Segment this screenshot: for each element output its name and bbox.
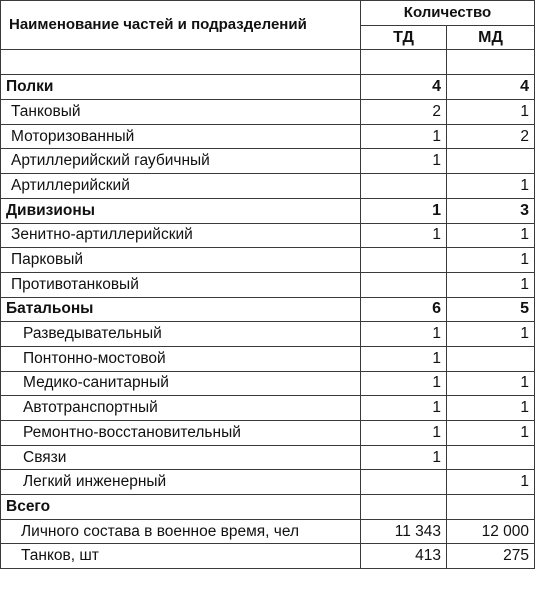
- row-md-cell[interactable]: 1: [447, 174, 535, 199]
- row-name-cell[interactable]: Медико-санитарный: [1, 371, 361, 396]
- table-row: [1, 445, 535, 470]
- row-md-cell[interactable]: 1: [447, 421, 535, 446]
- row-name-cell[interactable]: Автотранспортный: [1, 396, 361, 421]
- row-td-cell[interactable]: [361, 470, 447, 495]
- table-row: [1, 198, 535, 223]
- row-md-cell[interactable]: 1: [447, 272, 535, 297]
- row-name-cell[interactable]: Всего: [1, 495, 361, 520]
- empty-row: [1, 50, 535, 75]
- row-td-cell[interactable]: 1: [361, 149, 447, 174]
- row-md-cell[interactable]: 1: [447, 470, 535, 495]
- row-td-cell[interactable]: 413: [361, 544, 447, 569]
- row-name-cell[interactable]: Понтонно-мостовой: [1, 346, 361, 371]
- row-name-cell[interactable]: Ремонтно-восстановительный: [1, 421, 361, 446]
- table-row: [1, 470, 535, 495]
- row-name-cell[interactable]: Танков, шт: [1, 544, 361, 569]
- row-name-cell[interactable]: Разведывательный: [1, 322, 361, 347]
- row-td-cell[interactable]: 1: [361, 421, 447, 446]
- row-name-cell[interactable]: Парковый: [1, 248, 361, 273]
- table-row: [1, 149, 535, 174]
- row-md-cell[interactable]: [447, 149, 535, 174]
- table-row: [1, 100, 535, 125]
- empty-cell[interactable]: [361, 50, 447, 75]
- row-md-cell[interactable]: 1: [447, 396, 535, 421]
- table-row: [1, 346, 535, 371]
- row-md-cell[interactable]: 1: [447, 248, 535, 273]
- row-td-cell[interactable]: [361, 272, 447, 297]
- row-td-cell[interactable]: [361, 495, 447, 520]
- table-row: [1, 272, 535, 297]
- row-md-cell[interactable]: 1: [447, 371, 535, 396]
- row-td-cell[interactable]: 2: [361, 100, 447, 125]
- row-td-cell[interactable]: 1: [361, 223, 447, 248]
- row-td-cell[interactable]: 1: [361, 198, 447, 223]
- row-td-cell[interactable]: 1: [361, 445, 447, 470]
- row-md-cell[interactable]: 2: [447, 124, 535, 149]
- table-row: [1, 544, 535, 569]
- header-row-top: [1, 1, 535, 26]
- row-name-cell[interactable]: Артиллерийский гаубичный: [1, 149, 361, 174]
- row-name-cell[interactable]: Моторизованный: [1, 124, 361, 149]
- empty-cell[interactable]: [447, 50, 535, 75]
- row-name-cell[interactable]: Дивизионы: [1, 198, 361, 223]
- row-md-cell[interactable]: [447, 346, 535, 371]
- row-td-cell[interactable]: [361, 248, 447, 273]
- row-td-cell[interactable]: 11 343: [361, 519, 447, 544]
- table-row: [1, 322, 535, 347]
- row-md-cell[interactable]: 1: [447, 223, 535, 248]
- row-md-cell[interactable]: 4: [447, 75, 535, 100]
- row-name-cell[interactable]: Личного состава в военное время, чел: [1, 519, 361, 544]
- row-md-cell[interactable]: 275: [447, 544, 535, 569]
- row-td-cell[interactable]: 4: [361, 75, 447, 100]
- row-name-cell[interactable]: Полки: [1, 75, 361, 100]
- empty-cell[interactable]: [1, 50, 361, 75]
- row-name-cell[interactable]: Батальоны: [1, 297, 361, 322]
- row-td-cell[interactable]: 6: [361, 297, 447, 322]
- row-name-cell[interactable]: Связи: [1, 445, 361, 470]
- row-td-cell[interactable]: [361, 174, 447, 199]
- table-row: [1, 396, 535, 421]
- table-row: [1, 519, 535, 544]
- row-md-cell[interactable]: 5: [447, 297, 535, 322]
- row-name-cell[interactable]: Танковый: [1, 100, 361, 125]
- table-row: [1, 174, 535, 199]
- row-td-cell[interactable]: 1: [361, 346, 447, 371]
- row-name-cell[interactable]: Артиллерийский: [1, 174, 361, 199]
- table-row: [1, 75, 535, 100]
- row-md-cell[interactable]: 1: [447, 100, 535, 125]
- row-td-cell[interactable]: 1: [361, 371, 447, 396]
- row-md-cell[interactable]: [447, 445, 535, 470]
- row-td-cell[interactable]: 1: [361, 124, 447, 149]
- row-md-cell[interactable]: 12 000: [447, 519, 535, 544]
- table-row: [1, 297, 535, 322]
- row-name-cell[interactable]: Противотанковый: [1, 272, 361, 297]
- row-md-cell[interactable]: [447, 495, 535, 520]
- row-name-cell[interactable]: Зенитно-артиллерийский: [1, 223, 361, 248]
- header-quantity-cell[interactable]: Количество: [361, 1, 535, 26]
- header-td-cell[interactable]: ТД: [361, 25, 447, 50]
- table-row: [1, 223, 535, 248]
- table-row: [1, 495, 535, 520]
- header-name-cell[interactable]: Наименование частей и подразделений: [1, 1, 361, 50]
- table-row: [1, 124, 535, 149]
- table-row: [1, 421, 535, 446]
- row-md-cell[interactable]: 1: [447, 322, 535, 347]
- row-td-cell[interactable]: 1: [361, 322, 447, 347]
- header-md-cell[interactable]: МД: [447, 25, 535, 50]
- table-row: [1, 371, 535, 396]
- row-name-cell[interactable]: Легкий инженерный: [1, 470, 361, 495]
- table-row: [1, 248, 535, 273]
- row-md-cell[interactable]: 3: [447, 198, 535, 223]
- row-td-cell[interactable]: 1: [361, 396, 447, 421]
